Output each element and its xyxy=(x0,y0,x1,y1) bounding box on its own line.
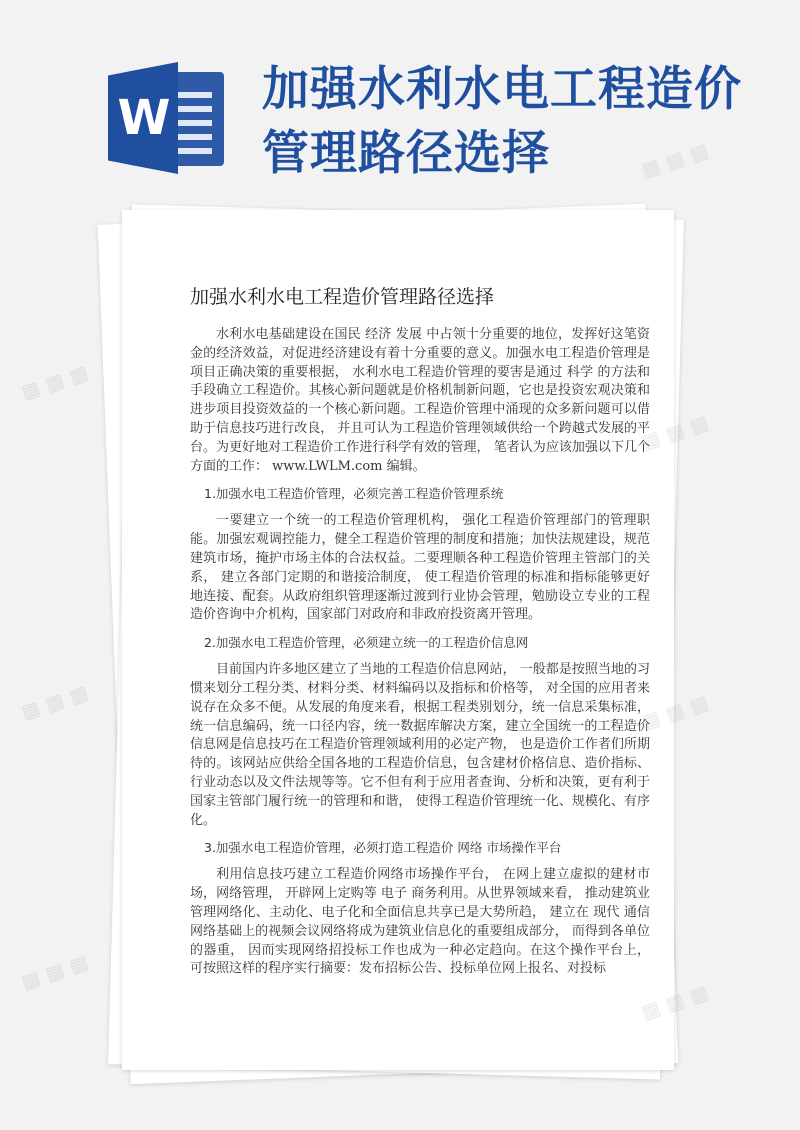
watermark-mark: ▦ ▦ ▦ xyxy=(637,409,712,455)
word-icon-letter: W xyxy=(117,90,171,146)
section-paragraph: 利用信息技巧建立工程造价网络市场操作平台， 在网上建立虚拟的建材市场，网络管理， 开辟网上定购等 电子 商务利用。从世界领域来看， 推动建筑业管理网络化、主动化、电子化和全面信息共享已是大势所趋， 建立在 现代 通信网络基础上的视频会议网络将成为建筑业信息化的重要组成部分， 而得到各单位的器重， 因而实现网络招投标工作也成为一种必定趋向。在这个操作平台上， 可按照这样的程序实行摘要：发布招标公告、投标单位网上报名、对投标 xyxy=(190,867,650,977)
section-heading: 3.加强水电工程造价管理，必须打造工程造价 网络 市场操作平台 xyxy=(204,840,562,856)
section-heading: 2.加强水电工程造价管理，必须建立统一的工程造价信息网 xyxy=(204,635,529,651)
watermark-mark: ▦ ▦ ▦ xyxy=(637,979,712,1025)
document-title: 加强水利水电工程造价管理路径选择 xyxy=(190,286,495,308)
section-heading: 1.加强水电工程造价管理，必须完善工程造价管理系统 xyxy=(204,486,504,502)
watermark-mark: ▦ ▦ ▦ xyxy=(637,137,712,183)
document-body xyxy=(190,326,650,979)
word-document-icon xyxy=(108,62,226,174)
watermark-mark: ▦ ▦ ▦ xyxy=(17,359,92,405)
section-paragraph: 目前国内许多地区建立了当地的工程造价信息网站， 一般都是按照当地的习惯来划分工程分类、材料分类、材料编码以及指标和价格等， 对全国的应用者来说存在众多不便。从发展的角度来看，根据工程类别划分，统一信息采集标准，统一信息编码，统一口径内容，统一数据库解决方案，建立全国统一的工程造价信息网是信息技巧在工程造价管理领域利用的必定产物， 也是造价工作者们所期待的。该网站应供给全国各地的工程造价信息，包含建材价格信息、造价指标、行业动态以及文件法规等等。它不但有利于应用者查询、分析和决策，更有利于国家主管部门履行统一的管理和和谐， 使得工程造价管理统一化、规模化、有序化。 xyxy=(190,662,650,828)
watermark-mark: ▦ ▦ ▦ xyxy=(17,949,92,995)
watermark-mark: ▦ ▦ ▦ xyxy=(637,689,712,735)
page-title: 加强水利水电工程造价管理路径选择 xyxy=(262,62,742,181)
watermark-mark: ▦ ▦ ▦ xyxy=(17,679,92,725)
section-paragraph: 一要建立一个统一的工程造价管理机构， 强化工程造价管理部门的管理职能。加强宏观调控能力，健全工程造价管理的制度和措施；加快法规建设，规范建筑市场，掩护市场主体的合法权益。二要理顺各种工程造价管理主管部门的关系， 建立各部门定期的和谐接洽制度， 使工程造价管理的标准和指标能够更好地连接、配套。从政府组织管理逐渐过渡到行业协会管理，勉励设立专业的工程造价咨询中介机构，国家部门对政府和非政府投资离开管理。 xyxy=(190,513,650,623)
intro-paragraph: 水利水电基础建设在国民 经济 发展 中占领十分重要的地位，发挥好这笔资金的经济效益，对促进经济建设有着十分重要的意义。加强水电工程造价管理是项目正确决策的重要根据， 水利水电工程造价管理的要害是通过 科学 的方法和手段确立工程造价。其核心新问题就是价格机制新问题，它也是投资宏观决策和进步项目投资效益的一个核心新问题。工程造价管理中涌现的众多新问题可以借助于信息技巧进行改良， 并且可认为工程造价管理领域供给一个跨越式发展的平台。为更好地对工程造价工作进行科学有效的管理， 笔者认为应该加强以下几个方面的工作： www.LWLM.com 编辑。 xyxy=(190,327,650,474)
